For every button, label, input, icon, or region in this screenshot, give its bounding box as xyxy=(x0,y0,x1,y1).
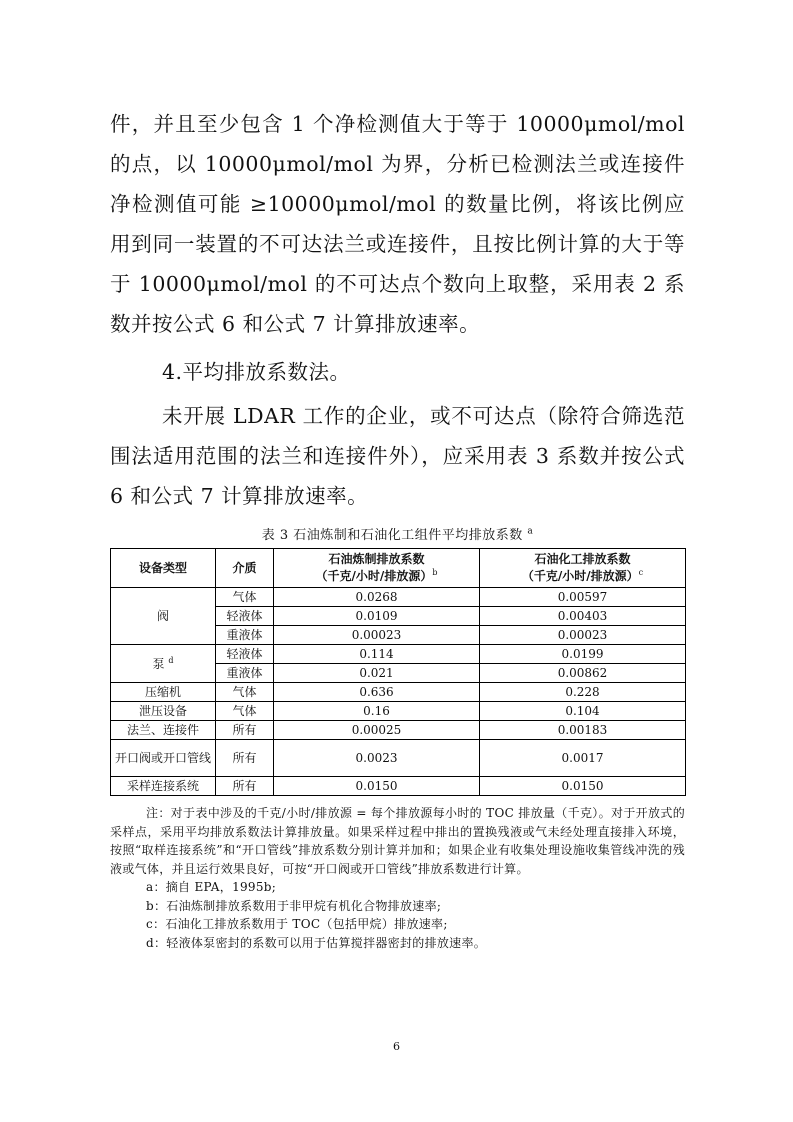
cell-refining: 0.00023 xyxy=(274,626,480,645)
cell-medium: 重液体 xyxy=(216,664,274,683)
paragraph-ldar-ratio: 件，并且至少包含 1 个净检测值大于等于 10000μmol/mol 的点，以 10000μmol/mol 为界，分析已检测法兰或连接件净检测值可能 ≥10000μmol/mol 的数量比例，将该比例应用到同一装置的不可达法兰或连接件，且按比例计算的大于等于 10000μmol/mol 的不可达点个数向上取整，采用表 2 系数并按公式 6 和公式 7 计算排放速率。 xyxy=(110,112,685,336)
cell-chemical: 0.0199 xyxy=(480,645,686,664)
footnote-a: a：摘自 EPA，1995b; xyxy=(146,880,277,894)
table-title: 表 3 石油炼制和石油化工组件平均排放系数 $^a$ xyxy=(261,526,534,543)
footnote-c: c：石油化工排放系数用于 TOC（包括甲烷）排放速率; xyxy=(146,917,448,931)
cell-medium: 气体 xyxy=(216,702,274,721)
cell-medium: 重液体 xyxy=(216,626,274,645)
cell-chemical: 0.104 xyxy=(480,702,686,721)
cell-chemical: 0.00862 xyxy=(480,664,686,683)
table-row xyxy=(111,702,686,721)
cell-medium: 气体 xyxy=(216,683,274,702)
cell-chemical: 0.228 xyxy=(480,683,686,702)
paragraph-no-ldar: 未开展 LDAR 工作的企业，或不可达点（除符合筛选范围法适用范围的法兰和连接件外），应采用表 3 系数并按公式 6 和公式 7 计算排放速率。 xyxy=(110,404,685,508)
cell-type-valve: 阀 xyxy=(111,588,216,645)
cell-chemical: 0.00597 xyxy=(480,588,686,607)
cell-chemical: 0.00183 xyxy=(480,721,686,740)
cell-chemical: 0.0150 xyxy=(480,777,686,796)
cell-medium: 所有 xyxy=(216,777,274,796)
cell-refining: 0.16 xyxy=(274,702,480,721)
cell-refining: 0.0023 xyxy=(274,740,480,777)
emission-factor-table xyxy=(110,548,686,796)
note-main: 注：对于表中涉及的千克/小时/排放源 = 每个排放源每小时的 TOC 排放量（千克）。对于开放式的采样点，采用平均排放系数法计算排放量。如果采样过程中排出的置换残液或气未经处理直接排入环境，按照“取样连接系统”和“开口管线”排放系数分别计算并加和；如果企业有收集处理设施收集管线冲洗的残液或气体，并且运行效果良好，可按“开口阀或开口管线”排放系数进行计算。 xyxy=(110,806,685,876)
cell-medium: 所有 xyxy=(216,721,274,740)
footnote-b: b：石油炼制排放系数用于非甲烷有机化合物排放速率; xyxy=(146,898,442,913)
cell-chemical: 0.00403 xyxy=(480,607,686,626)
cell-type-pump: 泵 $^d$ xyxy=(111,645,216,683)
section-heading-average-factor: 4.平均排放系数法。 xyxy=(162,360,351,384)
cell-type-flange: 法兰、连接件 xyxy=(111,721,216,740)
cell-type-compressor: 压缩机 xyxy=(111,683,216,702)
page-number: 6 xyxy=(393,1040,400,1053)
table-row xyxy=(111,683,686,702)
cell-refining: 0.636 xyxy=(274,683,480,702)
footnote-d: d：轻液体泵密封的系数可以用于估算搅拌器密封的排放速率。 xyxy=(146,935,487,950)
table-row xyxy=(111,721,686,740)
table-notes xyxy=(110,804,685,952)
header-medium: 介质 xyxy=(216,549,274,588)
cell-medium: 轻液体 xyxy=(216,607,274,626)
cell-type-relief: 泄压设备 xyxy=(111,702,216,721)
cell-refining: 0.114 xyxy=(274,645,480,664)
cell-refining: 0.0268 xyxy=(274,588,480,607)
table-row xyxy=(111,777,686,796)
cell-chemical: 0.00023 xyxy=(480,626,686,645)
header-chemical-factor: 石油化工排放系数 （千克/小时/排放源）$^c$ xyxy=(480,549,686,588)
cell-refining: 0.0109 xyxy=(274,607,480,626)
cell-medium: 所有 xyxy=(216,740,274,777)
cell-refining: 0.00025 xyxy=(274,721,480,740)
table-row xyxy=(111,740,686,777)
header-refining-factor: 石油炼制排放系数 （千克/小时/排放源）$^b$ xyxy=(274,549,480,588)
cell-refining: 0.021 xyxy=(274,664,480,683)
table-row xyxy=(111,645,686,664)
cell-type-sampling: 采样连接系统 xyxy=(111,777,216,796)
table-header-row xyxy=(111,549,686,588)
table-title-footnote-mark: a xyxy=(527,526,534,537)
header-device-type: 设备类型 xyxy=(111,549,216,588)
cell-chemical: 0.0017 xyxy=(480,740,686,777)
cell-medium: 轻液体 xyxy=(216,645,274,664)
cell-type-open-line: 开口阀或开口管线 xyxy=(111,740,216,777)
cell-medium: 气体 xyxy=(216,588,274,607)
table-row xyxy=(111,588,686,607)
cell-refining: 0.0150 xyxy=(274,777,480,796)
